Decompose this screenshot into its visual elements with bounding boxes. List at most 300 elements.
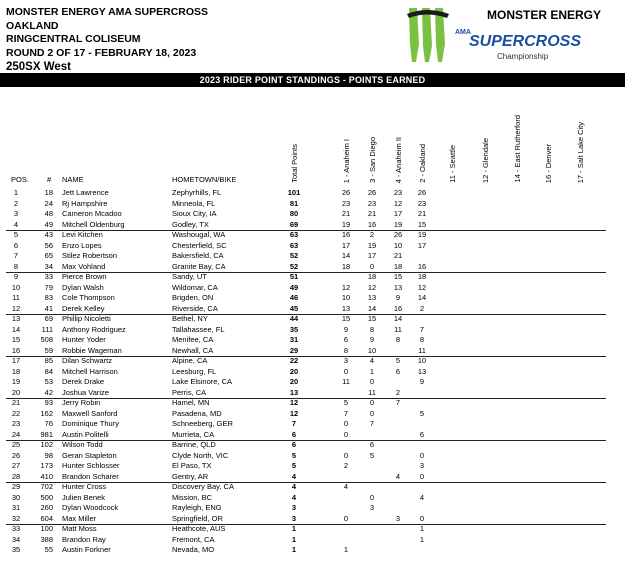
round-points-cell: 6 (343, 335, 349, 344)
hometown-cell: Schneeberg, GER (172, 419, 233, 428)
total-cell: 3 (291, 513, 297, 523)
round-points-cell: 0 (343, 419, 349, 428)
hometown-cell: Discovery Bay, CA (172, 482, 234, 491)
number-cell: 93 (44, 398, 53, 407)
hometown-cell: Washougal, WA (172, 230, 226, 239)
hometown-cell: Minneola, FL (172, 198, 216, 208)
name-cell: Hunter Schlosser (62, 461, 120, 470)
number-cell: 84 (44, 366, 53, 376)
name-cell: Enzo Lopes (62, 240, 102, 250)
table-row (0, 209, 625, 219)
hometown-cell: Newhall, CA (172, 345, 214, 355)
name-cell: Jerry Robin (62, 398, 101, 407)
total-cell: 1 (291, 545, 297, 554)
table-row (0, 335, 625, 345)
round-points-cell: 13 (341, 303, 351, 313)
round-points-cell: 6 (419, 429, 425, 439)
name-cell: Dylan Woodcock (62, 503, 119, 512)
name-cell: Cole Thompson (62, 293, 115, 302)
number-cell: 83 (44, 293, 53, 302)
round-points-cell: 5 (369, 450, 375, 460)
hometown-cell: Nevada, MO (172, 545, 215, 554)
round-points-cell: 8 (395, 335, 401, 344)
round-points-cell: 13 (393, 282, 403, 292)
round-points-cell: 17 (367, 251, 377, 260)
total-cell: 52 (289, 261, 299, 271)
name-cell: Mitchell Harrison (62, 366, 118, 376)
round-points-cell: 17 (341, 240, 351, 250)
pos-cell: 29 (11, 482, 21, 491)
round-points-cell: 14 (417, 293, 427, 302)
pos-cell: 1 (13, 188, 19, 197)
total-cell: 5 (291, 461, 297, 470)
hometown-cell: Alpine, CA (172, 356, 208, 365)
name-cell: Max Vohland (62, 261, 106, 271)
round-points-cell: 1 (343, 545, 349, 554)
round-points-cell: 0 (343, 450, 349, 460)
round-points-cell: 7 (343, 408, 349, 418)
header-name: NAME (62, 175, 84, 184)
hometown-cell: Heathcote, AUS (172, 524, 226, 533)
name-cell: Robbie Wageman (62, 345, 122, 355)
round-points-cell: 0 (343, 366, 349, 376)
round-points-cell: 0 (369, 261, 375, 271)
round-points-cell: 19 (417, 230, 427, 239)
round-points-cell: 15 (417, 219, 427, 229)
total-cell: 46 (289, 293, 299, 302)
table-row (0, 545, 625, 555)
table-row (0, 419, 625, 429)
round-points-cell: 2 (369, 230, 375, 239)
total-cell: 29 (289, 345, 299, 355)
total-cell: 12 (289, 398, 299, 407)
number-cell: 41 (44, 303, 53, 313)
header-round-6: 14 - East Rutherford (513, 115, 522, 183)
number-cell: 604 (40, 513, 53, 523)
pos-cell: 14 (11, 324, 21, 334)
round-points-cell: 3 (369, 503, 375, 512)
hometown-cell: Mission, BC (172, 492, 213, 502)
round-points-cell: 0 (369, 492, 375, 502)
header-pos: POS. (11, 175, 29, 184)
total-cell: 6 (291, 440, 297, 449)
round-points-cell: 9 (419, 377, 425, 386)
round-points-cell: 26 (367, 188, 377, 197)
pos-cell: 10 (11, 282, 21, 292)
name-cell: Matt Moss (62, 524, 97, 533)
number-cell: 100 (40, 524, 53, 533)
table-row (0, 398, 625, 408)
hometown-cell: Murrieta, CA (172, 429, 215, 439)
name-cell: Austin Politelli (62, 429, 109, 439)
total-cell: 7 (291, 419, 297, 428)
table-row (0, 388, 625, 398)
hometown-cell: Tallahassee, FL (172, 324, 225, 334)
round-points-cell: 23 (417, 198, 427, 208)
round-points-cell: 21 (341, 209, 351, 218)
round-points-cell: 12 (341, 282, 351, 292)
table-row (0, 293, 625, 303)
logo-supercross-text: SUPERCROSS (469, 33, 582, 50)
table-row (0, 241, 625, 251)
pos-cell: 35 (11, 545, 21, 554)
table-row (0, 220, 625, 230)
logo-ama-text: AMA (455, 29, 471, 36)
number-cell: 162 (40, 408, 53, 418)
pos-cell: 9 (13, 272, 19, 281)
pos-cell: 2 (13, 198, 19, 208)
header-total-points: Total Points (290, 144, 299, 183)
pos-cell: 16 (11, 345, 21, 355)
series-title: MONSTER ENERGY AMA SUPERCROSS (6, 6, 209, 18)
round-points-cell: 17 (417, 240, 427, 250)
round-points-cell: 18 (367, 272, 377, 281)
total-cell: 44 (289, 314, 299, 323)
round-points-cell: 4 (419, 492, 425, 502)
hometown-cell: Menifee, CA (172, 335, 214, 344)
table-row (0, 272, 625, 282)
round-points-cell: 26 (417, 188, 427, 197)
total-cell: 5 (291, 450, 297, 460)
round-points-cell: 14 (393, 314, 403, 323)
number-cell: 69 (44, 314, 53, 323)
round-points-cell: 17 (393, 209, 403, 218)
table-row (0, 356, 625, 366)
table-row (0, 199, 625, 209)
hometown-cell: Leesburg, FL (172, 366, 217, 376)
pos-cell: 32 (11, 513, 21, 523)
event-venue: RINGCENTRAL COLISEUM (6, 33, 141, 45)
number-cell: 173 (40, 461, 53, 470)
round-points-cell: 14 (367, 303, 377, 313)
pos-cell: 17 (11, 356, 21, 365)
total-cell: 31 (289, 335, 299, 344)
round-points-cell: 10 (367, 345, 377, 355)
pos-cell: 22 (11, 408, 21, 418)
monster-supercross-logo (405, 4, 617, 66)
table-row (0, 430, 625, 440)
round-points-cell: 0 (419, 450, 425, 460)
pos-cell: 28 (11, 471, 21, 481)
pos-cell: 23 (11, 419, 21, 428)
name-cell: Dominique Thury (62, 419, 119, 428)
total-cell: 20 (289, 377, 299, 386)
round-points-cell: 23 (393, 188, 403, 197)
name-cell: Jett Lawrence (62, 188, 109, 197)
round-points-cell: 1 (419, 534, 425, 544)
number-cell: 410 (40, 471, 53, 481)
logo-championship-text: Championship (497, 52, 549, 61)
table-row (0, 314, 625, 324)
round-points-cell: 8 (343, 345, 349, 355)
table-row (0, 325, 625, 335)
name-cell: Levi Kitchen (62, 230, 103, 239)
hometown-cell: Chesterfield, SC (172, 240, 227, 250)
name-cell: Joshua Varize (62, 387, 109, 397)
pos-cell: 18 (11, 366, 21, 376)
round-points-cell: 15 (341, 314, 351, 323)
round-points-cell: 9 (369, 335, 375, 344)
name-cell: Anthony Rodriguez (62, 324, 126, 334)
round-points-cell: 26 (341, 188, 351, 197)
header-round-1: 3 - San Diego (368, 137, 377, 183)
hometown-cell: Sandy, UT (172, 272, 207, 281)
pos-cell: 15 (11, 335, 21, 344)
name-cell: Phillip Nicoletti (62, 314, 111, 323)
table-row (0, 461, 625, 471)
total-cell: 6 (291, 429, 297, 439)
round-points-cell: 15 (393, 272, 403, 281)
pos-cell: 24 (11, 429, 21, 439)
hometown-cell: Wildomar, CA (172, 282, 218, 292)
hometown-cell: Lake Elsinore, CA (172, 377, 233, 386)
round-points-cell: 21 (393, 251, 403, 260)
round-points-cell: 3 (419, 461, 425, 470)
round-points-cell: 0 (343, 513, 349, 523)
pos-cell: 26 (11, 450, 21, 460)
round-points-cell: 23 (367, 198, 377, 208)
name-cell: Hunter Yoder (62, 335, 106, 344)
table-row (0, 472, 625, 482)
pos-cell: 7 (13, 251, 19, 260)
pos-cell: 20 (11, 387, 21, 397)
round-points-cell: 5 (419, 408, 425, 418)
round-points-cell: 11 (368, 387, 376, 397)
hometown-cell: Clyde North, VIC (172, 450, 229, 460)
header-round-7: 16 - Denver (544, 143, 553, 183)
total-cell: 63 (289, 230, 299, 239)
name-cell: Derek Kelley (62, 303, 105, 313)
table-row (0, 493, 625, 503)
pos-cell: 34 (11, 534, 21, 544)
round-points-cell: 13 (367, 293, 377, 302)
hometown-cell: Pasadena, MD (172, 408, 222, 418)
total-cell: 63 (289, 240, 299, 250)
round-points-cell: 0 (369, 377, 375, 386)
pos-cell: 19 (11, 377, 21, 386)
pos-cell: 31 (11, 503, 21, 512)
total-cell: 4 (291, 482, 297, 491)
hometown-cell: Gentry, AR (172, 471, 209, 481)
number-cell: 24 (44, 198, 53, 208)
number-cell: 18 (44, 188, 53, 197)
round-points-cell: 0 (419, 471, 425, 481)
number-cell: 34 (44, 261, 53, 271)
number-cell: 56 (44, 240, 53, 250)
round-points-cell: 10 (417, 356, 427, 365)
monster-claw-icon (407, 8, 449, 62)
round-points-cell: 5 (395, 356, 401, 365)
pos-cell: 4 (13, 219, 19, 229)
total-cell: 52 (289, 251, 299, 260)
name-cell: Derek Drake (62, 377, 105, 386)
hometown-cell: Bethel, NY (172, 314, 208, 323)
total-cell: 81 (289, 198, 299, 208)
pos-cell: 25 (11, 440, 21, 449)
header-number: # (47, 175, 52, 184)
round-points-cell: 2 (419, 303, 425, 313)
header-round-2: 4 - Anaheim II (394, 136, 403, 183)
table-row (0, 524, 625, 534)
pos-cell: 8 (13, 261, 19, 271)
round-points-cell: 16 (417, 261, 427, 271)
round-points-cell: 6 (395, 366, 401, 376)
total-cell: 3 (291, 503, 297, 512)
total-cell: 4 (291, 471, 297, 481)
round-points-cell: 8 (369, 324, 375, 334)
table-row (0, 283, 625, 293)
hometown-cell: El Paso, TX (172, 461, 212, 470)
header-round-8: 17 - Salt Lake City (576, 121, 585, 183)
hometown-cell: Sioux City, IA (172, 209, 217, 218)
number-cell: 42 (44, 387, 53, 397)
round-points-cell: 4 (369, 356, 375, 365)
pos-cell: 6 (13, 240, 19, 250)
total-cell: 12 (289, 408, 299, 418)
round-points-cell: 19 (393, 219, 403, 229)
hometown-cell: Springfield, OR (172, 513, 223, 523)
total-cell: 13 (289, 387, 299, 397)
total-cell: 22 (289, 356, 299, 365)
number-cell: 702 (40, 482, 53, 491)
name-cell: Brandon Scharer (62, 471, 119, 481)
table-row (0, 451, 625, 461)
table-row (0, 367, 625, 377)
total-cell: 51 (289, 272, 299, 281)
round-points-cell: 10 (341, 293, 351, 302)
total-cell: 1 (291, 524, 297, 533)
pos-cell: 33 (11, 524, 21, 533)
round-points-cell: 18 (417, 272, 427, 281)
number-cell: 53 (44, 377, 53, 386)
event-class: 250SX West (6, 61, 71, 73)
name-cell: Brandon Ray (62, 534, 106, 544)
hometown-cell: Rayleigh, ENG (172, 503, 222, 512)
pos-cell: 11 (12, 293, 20, 302)
number-cell: 55 (44, 545, 53, 554)
number-cell: 76 (44, 419, 53, 428)
hometown-cell: Barrine, QLD (172, 440, 216, 449)
round-points-cell: 4 (343, 482, 349, 491)
name-cell: Cameron Mcadoo (62, 209, 122, 218)
header-hometown: HOMETOWN/BIKE (172, 175, 237, 184)
name-cell: Dylan Walsh (62, 282, 104, 292)
round-points-cell: 21 (417, 209, 427, 218)
number-cell: 111 (41, 324, 53, 334)
number-cell: 500 (40, 492, 53, 502)
header-round-4: 11 - Seattle (448, 145, 457, 183)
number-cell: 98 (44, 450, 53, 460)
table-row (0, 346, 625, 356)
round-points-cell: 5 (343, 398, 349, 407)
round-points-cell: 1 (369, 366, 375, 376)
name-cell: Julien Benek (62, 492, 105, 502)
number-cell: 388 (40, 534, 53, 544)
round-points-cell: 11 (394, 324, 402, 334)
pos-cell: 13 (11, 314, 21, 323)
round-points-cell: 0 (369, 398, 375, 407)
number-cell: 49 (44, 219, 53, 229)
name-cell: Max Miller (62, 513, 97, 523)
round-points-cell: 3 (395, 513, 401, 523)
number-cell: 33 (44, 272, 53, 281)
number-cell: 981 (40, 429, 53, 439)
round-points-cell: 19 (341, 219, 351, 229)
table-row (0, 230, 625, 240)
table-row (0, 188, 625, 198)
number-cell: 59 (44, 345, 53, 355)
table-row (0, 304, 625, 314)
round-points-cell: 3 (343, 356, 349, 365)
table-row (0, 409, 625, 419)
table-row (0, 535, 625, 545)
name-cell: Austin Forkner (62, 545, 111, 554)
total-cell: 101 (287, 188, 301, 197)
round-points-cell: 11 (342, 377, 350, 386)
logo-brand-text: MONSTER ENERGY (487, 8, 602, 22)
round-points-cell: 19 (367, 240, 377, 250)
number-cell: 85 (44, 356, 53, 365)
pos-cell: 3 (13, 209, 19, 218)
number-cell: 43 (44, 230, 53, 239)
event-header (6, 6, 208, 75)
number-cell: 102 (40, 440, 53, 449)
total-cell: 80 (289, 209, 299, 218)
hometown-cell: Fremont, CA (172, 534, 215, 544)
total-cell: 45 (289, 303, 299, 313)
header-round-3: 2 - Oakland (418, 144, 427, 183)
hometown-cell: Riverside, CA (172, 303, 218, 313)
total-cell: 49 (289, 282, 299, 292)
round-points-cell: 12 (367, 282, 377, 292)
number-cell: 48 (44, 209, 53, 218)
round-points-cell: 6 (369, 440, 375, 449)
round-points-cell: 11 (418, 345, 426, 355)
table-row (0, 514, 625, 524)
pos-cell: 5 (13, 230, 19, 239)
hometown-cell: Zephyrhills, FL (172, 188, 222, 197)
total-cell: 69 (289, 219, 299, 229)
name-cell: Pierce Brown (62, 272, 107, 281)
round-points-cell: 16 (341, 230, 351, 239)
total-cell: 1 (291, 534, 297, 544)
pos-cell: 21 (11, 398, 21, 407)
round-points-cell: 7 (419, 324, 425, 334)
round-points-cell: 16 (367, 219, 377, 229)
round-points-cell: 7 (395, 398, 401, 407)
hometown-cell: Bakersfield, CA (172, 251, 224, 260)
pos-cell: 27 (11, 461, 21, 470)
name-cell: Wilson Todd (62, 440, 103, 449)
round-points-cell: 12 (393, 198, 403, 208)
number-cell: 65 (44, 251, 53, 260)
round-points-cell: 8 (419, 335, 425, 344)
standings-title-bar: 2023 RIDER POINT STANDINGS - POINTS EARNED (0, 73, 625, 87)
round-points-cell: 26 (393, 230, 403, 239)
hometown-cell: Brigden, ON (172, 293, 214, 302)
number-cell: 79 (44, 282, 53, 292)
header-round-5: 12 - Glendale (481, 137, 490, 183)
round-points-cell: 16 (393, 303, 403, 313)
round-points-cell: 7 (369, 419, 375, 428)
round-points-cell: 0 (419, 513, 425, 523)
round-points-cell: 2 (395, 387, 401, 397)
number-cell: 508 (40, 335, 53, 344)
round-points-cell: 15 (367, 314, 377, 323)
name-cell: Stilez Robertson (62, 251, 118, 260)
number-cell: 260 (40, 503, 53, 512)
name-cell: Rj Hampshire (62, 198, 108, 208)
